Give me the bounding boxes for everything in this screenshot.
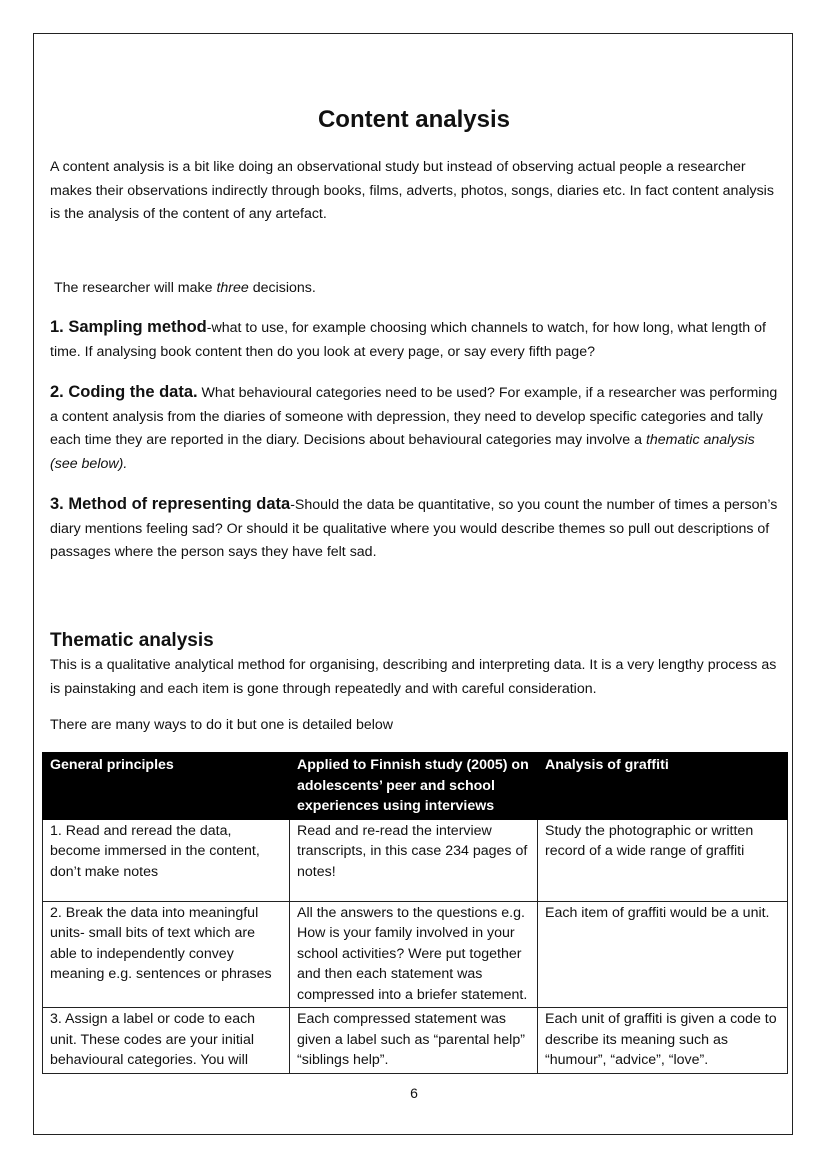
page-title: Content analysis (317, 106, 511, 133)
table-header-row (43, 753, 788, 820)
decision-representing (50, 493, 780, 565)
table-cell: 3. Assign a label or code to each unit. These codes are your initial behavioural categories. You will (43, 1008, 290, 1074)
table-cell: Each unit of graffiti is given a code to describe its meaning such as “humour”, “advice”, “love”. (538, 1008, 788, 1074)
table-cell: Read and re-read the interview transcripts, in this case 234 pages of notes! (290, 819, 538, 901)
intro-paragraph: A content analysis is a bit like doing an observational study but instead of observing actual people a researcher makes their observations indirectly through books, films, adverts, photos, songs, diaries etc. In fact content analysis is the analysis of the content of any artefact. (50, 159, 774, 222)
decision-coding (50, 381, 780, 476)
table-cell: 2. Break the data into meaningful units- small bits of text which are able to independently convey meaning e.g. sentences or phrases (43, 901, 290, 1008)
table-row (43, 901, 788, 1008)
decisions-intro-emphasis: three (216, 280, 249, 296)
decision-representing-text: -Should the data be quantitative, so you count the number of times a person’s diary mentions feeling sad? Or should it be qualitative where you would describe themes so pull out descriptions of passages where the person says they have felt sad. (50, 497, 778, 560)
decisions-intro-text-end: decisions. (248, 280, 316, 296)
thematic-ways: There are many ways to do it but one is detailed below (50, 717, 394, 733)
decision-sampling-text: -what to use, for example choosing which channels to watch, for how long, what length of time. If analysing book content then do you look at every page, or say every fifth page? (50, 320, 766, 360)
thematic-heading: Thematic analysis (50, 630, 214, 651)
thematic-table (42, 752, 788, 1074)
decision-representing-heading: 3. Method of representing data (50, 495, 291, 513)
decisions-intro-text: The researcher will make (54, 280, 217, 296)
decision-coding-emphasis: thematic analysis (see below). (50, 432, 755, 472)
table-cell: All the answers to the questions e.g. How is your family involved in your school activities? Were put together and then each statement was compressed into a briefer statement. (290, 901, 538, 1008)
table-header-general-principles: General principles (43, 753, 290, 820)
decisions-intro (54, 277, 784, 301)
table-row (43, 819, 788, 901)
table-header-finnish-study: Applied to Finnish study (2005) on adolescents’ peer and school experiences using interviews (290, 753, 538, 820)
decision-coding-heading: 2. Coding the data. (50, 383, 198, 401)
decision-sampling (50, 316, 780, 364)
page-number: 6 (410, 1085, 418, 1101)
thematic-paragraph: This is a qualitative analytical method for organising, describing and interpreting data. It is a very lengthy process as is painstaking and each item is gone through repeatedly and with careful consideration. (50, 657, 777, 697)
table-row (43, 1008, 788, 1074)
table-cell: Each compressed statement was given a label such as “parental help” “siblings help”. (290, 1008, 538, 1074)
table-header-graffiti: Analysis of graffiti (538, 753, 788, 820)
decision-sampling-heading: 1. Sampling method (50, 318, 207, 336)
table-cell: Study the photographic or written record of a wide range of graffiti (538, 819, 788, 901)
table-cell: Each item of graffiti would be a unit. (538, 901, 788, 1008)
decision-coding-text: What behavioural categories need to be used? For example, if a researcher was performing a content analysis from the diaries of someone with depression, they need to develop specific categories and tally each time they are reported in the diary. Decisions about behavioural categories may involve a (50, 385, 778, 448)
table-cell: 1. Read and reread the data, become immersed in the content, don’t make notes (43, 819, 290, 901)
